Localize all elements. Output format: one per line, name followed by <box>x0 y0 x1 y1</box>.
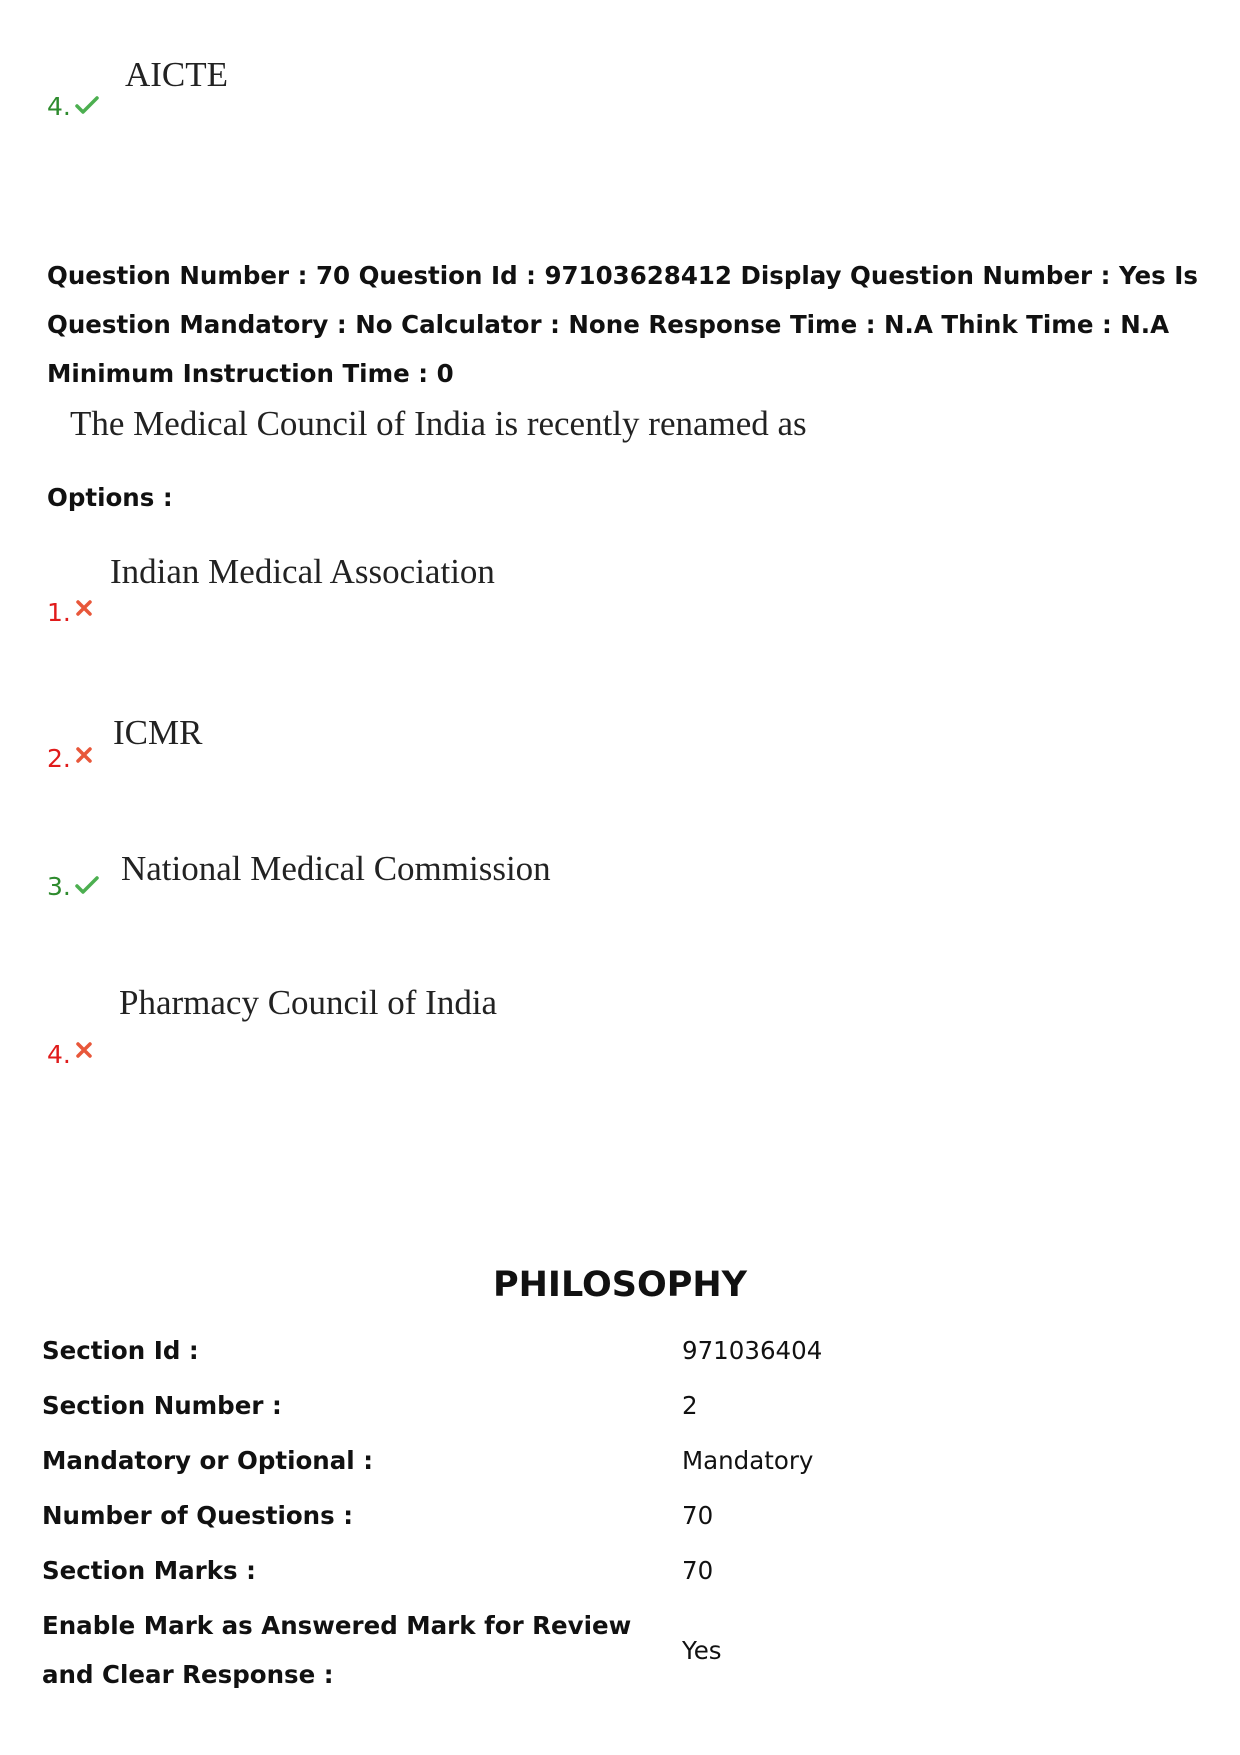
question-text: The Medical Council of India is recently renamed as <box>70 404 807 443</box>
cross-icon <box>74 1040 94 1060</box>
section-title: PHILOSOPHY <box>492 1265 748 1305</box>
row-value: 2 <box>682 1391 698 1420</box>
row-value: 70 <box>682 1556 714 1585</box>
question-meta: Question Number : 70 Question Id : 97103628412 Display Question Number : Yes Is Question Mandatory : No Calculator : None Response Time : N.A Think Time : N.A Minimum Instruction Time : 0 <box>47 261 1198 388</box>
option-text: ICMR <box>113 713 203 752</box>
row-value: Yes <box>682 1636 722 1665</box>
row-value: 971036404 <box>682 1336 823 1365</box>
option-text: Pharmacy Council of India <box>119 983 498 1022</box>
row-label: Section Marks : <box>42 1556 256 1585</box>
cross-icon <box>74 745 94 765</box>
option-text: AICTE <box>125 55 229 94</box>
row-label: Section Id : <box>42 1336 199 1365</box>
option-number: 2. <box>47 744 71 773</box>
option-text: National Medical Commission <box>121 849 551 888</box>
option-number: 1. <box>47 598 71 627</box>
cross-icon <box>74 598 94 618</box>
option-text: Indian Medical Association <box>110 552 495 591</box>
option-number: 3. <box>47 872 71 901</box>
row-label: Section Number : <box>42 1391 282 1420</box>
option-number: 4. <box>47 92 71 121</box>
row-value: 70 <box>682 1501 714 1530</box>
row-label: Number of Questions : <box>42 1501 354 1530</box>
checkmark-icon <box>75 93 99 117</box>
row-value: Mandatory <box>682 1446 814 1475</box>
option-number: 4. <box>47 1040 71 1069</box>
row-label: Mandatory or Optional : <box>42 1446 374 1475</box>
options-label: Options : <box>47 483 173 512</box>
row-label: Enable Mark as Answered Mark for Review and Clear Response : <box>42 1611 632 1689</box>
checkmark-icon <box>75 873 99 897</box>
